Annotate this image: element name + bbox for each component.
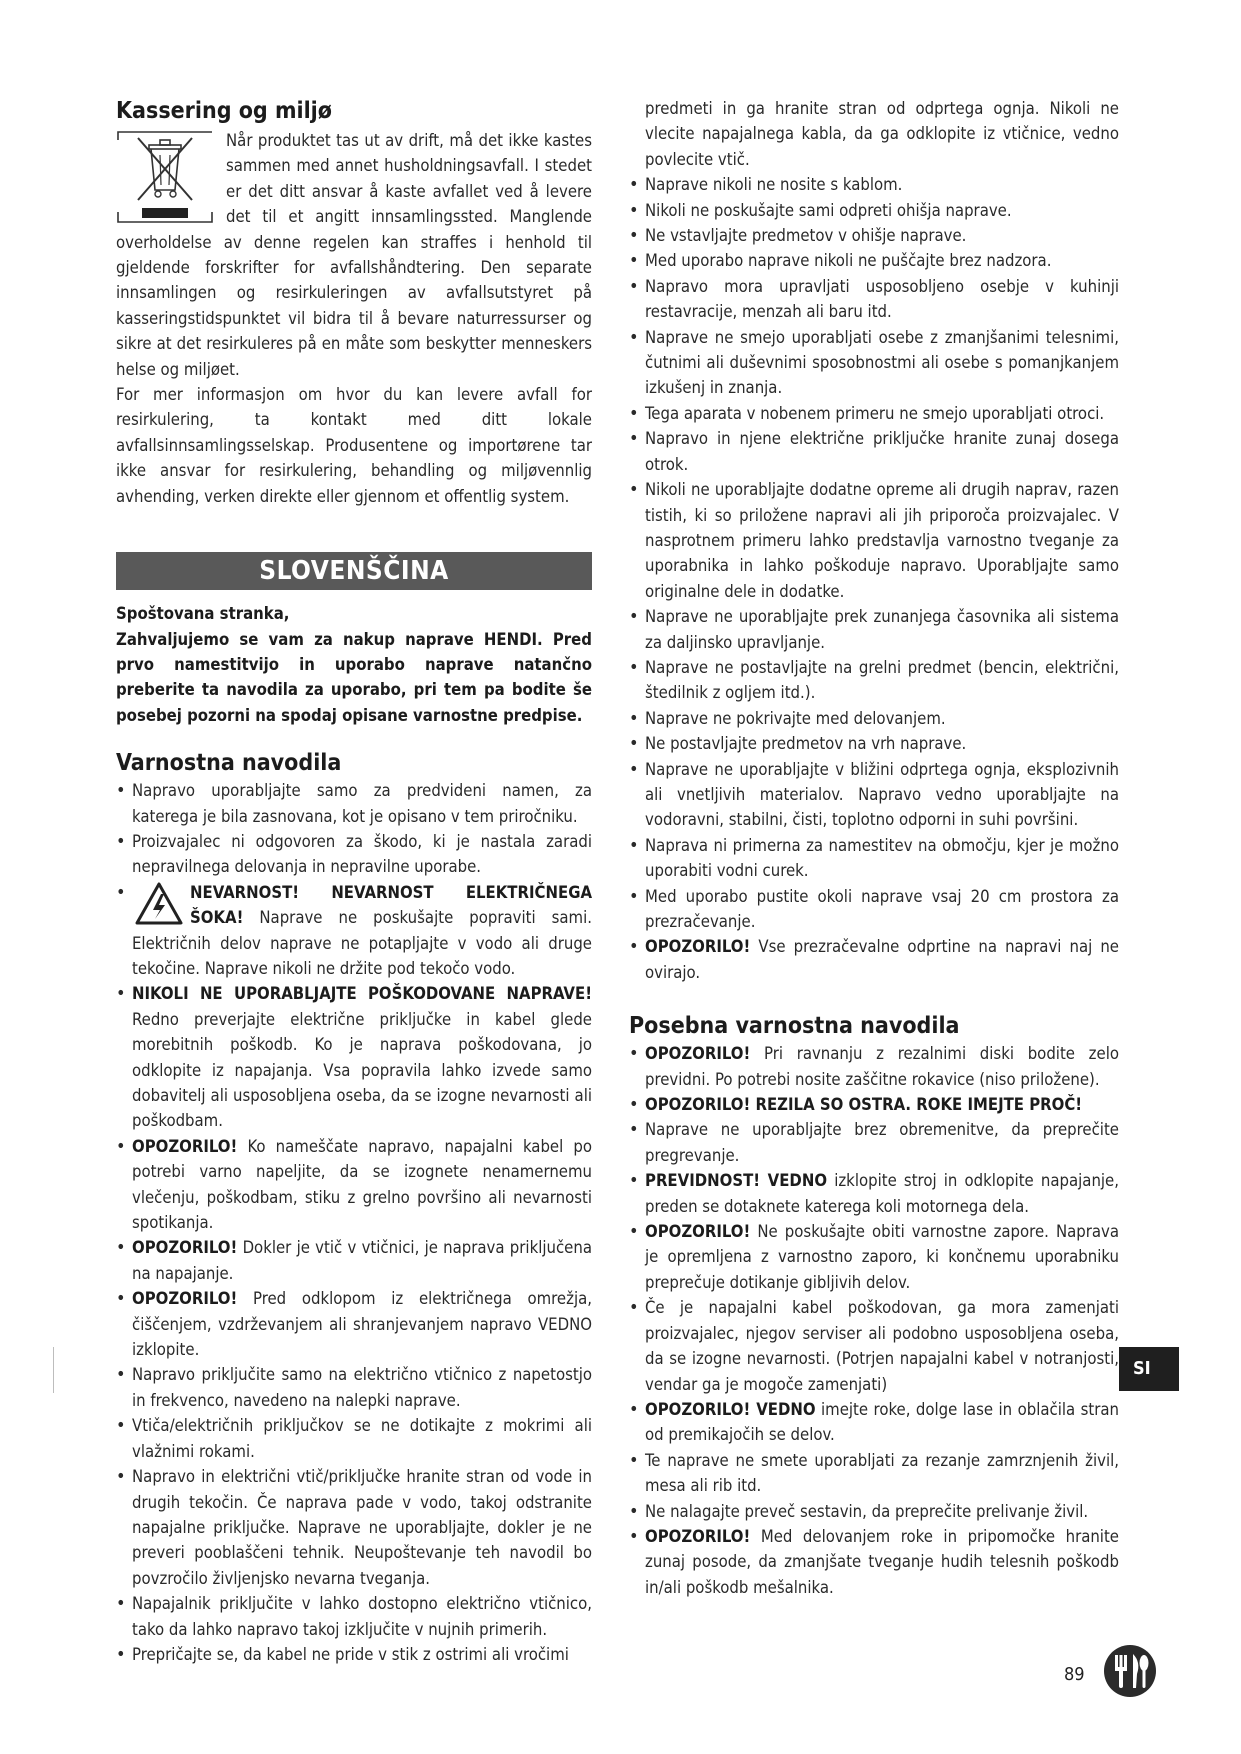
warning-text: Ko nameščate napravo, napajalni kabel po potrebi varno napeljite, da se izognete nenamernemu vlečenju, poškodbam, stiku z grelno površino ali nevarnosti spotikanja. [132,1136,592,1233]
cutlery-logo-icon [1103,1644,1157,1698]
disposal-section [116,128,592,509]
greeting: Spoštovana stranka, [116,604,290,624]
list-item: • Naprave ne pokrivajte med delovanjem. [629,706,1119,731]
special-safety-list [629,1041,1119,1600]
safety-heading: Varnostna navodila [116,750,342,777]
list-item [116,1286,592,1362]
warning-label: OPOZORILO! [645,1526,751,1546]
warning-label: OPOZORILO! [645,1222,751,1242]
list-item: • Nikoli ne uporabljajte dodatne opreme ali drugih naprav, razen tistih, ki so priložene napravi ali jih priporoča proizvajalec. V nasprotnem primeru lahko predstavlja varnostno tveganje za uporabnika in lahko poškoduje napravo. Uporabljajte samo originalne dele in dodatke. [629,477,1119,604]
safety-list [116,778,592,1667]
danger-label: NEVARNOST! NEVARNOST ELEKTRIČNEGA ŠOKA! [190,882,592,928]
list-item: • Ne nalagajte preveč sestavin, da preprečite prelivanje živil. [629,1499,1119,1524]
warning-label: OPOZORILO! REZILA SO OSTRA. ROKE IMEJTE PROČ! [645,1095,1083,1115]
list-item: • Nikoli ne poskušajte sami odpreti ohišja naprave. [629,198,1119,223]
fold-mark [53,1347,54,1393]
list-item [629,1041,1119,1092]
list-item: • Naprave ne uporabljajte brez obremenitve, da preprečite pregrevanje. [629,1117,1119,1168]
list-item: • Proizvajalec ni odgovoren za škodo, ki je nastala zaradi nepravilnega delovanja in nepravilne uporabe. [116,829,592,880]
list-item: • Naprave nikoli ne nosite s kablom. [629,172,1119,197]
list-item: • Naprave ne uporabljajte v bližini odprtega ognja, eksplozivnih ali vnetljivih materialov. Napravo vedno uporabljajte na vodoravni, stabilni, čisti, toplotno odporni in suhi površini. [629,757,1119,833]
list-item [116,880,592,982]
language-banner: SLOVENŠČINA [116,552,592,590]
warning-label: OPOZORILO! [645,1044,751,1064]
list-item [116,1235,592,1286]
list-item [629,1397,1119,1448]
list-item [116,1134,592,1236]
right-column [629,96,1119,1600]
warning-text: Ne poskušajte obiti varnostne zapore. Naprava je opremljena z varnostno zaporo, ki končnemu uporabniku preprečuje dotikanje gibljivih delov. [645,1222,1119,1292]
disposal-paragraph-2: For mer informasjon om hvor du kan levere avfall for resirkulering, ta kontakt med ditt lokale avfallsinnsamlingsselskap. Produsentene og importørene tar ikke ansvar for resirkulering, behandling og miljøvennlig avhending, verken direkte eller gjennom et offentlig system. [116,385,592,506]
list-item [629,1219,1119,1295]
list-item: • Naprave ne uporabljajte prek zunanjega časovnika ali sistema za daljinsko upravljanje. [629,604,1119,655]
language-side-tab: SI [1119,1347,1179,1391]
warning-text: Pred odklopom iz električnega omrežja, čiščenjem, vzdrževanjem ali shranjevanjem napravo VEDNO izklopite. [132,1289,592,1360]
danger-text: Naprave ne poskušajte popraviti sami. Električnih delov naprave ne potapljajte v vodo ali druge tekočine. Naprave nikoli ne držite pod tekočo vodo. [132,908,592,978]
warning-text: Med delovanjem roke in pripomočke hranite zunaj posode, da zmanjšate tveganje hudih telesnih poškodb in/ali poškodb mešalnika. [645,1526,1119,1597]
list-item [629,934,1119,985]
warning-text: Dokler je vtič v vtičnici, je naprava priključena na napajanje. [132,1238,592,1283]
warning-text: Vse prezračevalne odprtine na napravi naj ne ovirajo. [645,937,1119,982]
list-item: • Naprave ne smejo uporabljati osebe z zmanjšanimi telesnimi, čutnimi ali duševnimi sposobnostmi ali osebe s pomanjkanjem izkušenj in znanja. [629,325,1119,401]
left-column [116,96,592,1667]
list-item [629,1524,1119,1600]
list-item [629,1168,1119,1219]
list-item: • Naprava ni primerna za namestitev na območju, kjer je možno uporabiti vodni curek. [629,833,1119,884]
warning-label: OPOZORILO! [132,1289,238,1309]
warning-label: OPOZORILO! [132,1136,238,1156]
list-item: • Vtiča/električnih priključkov se ne dotikajte z mokrimi ali vlažnimi rokami. [116,1413,592,1464]
list-item [116,981,592,1133]
continuation-text: predmeti in ga hranite stran od odprtega ognja. Nikoli ne vlecite napajalnega kabla, da ga odklopite iz vtičnice, vedno povlecite vtič. [645,99,1119,169]
special-safety-heading: Posebna varnostna navodila [629,1013,960,1040]
list-item: • Napravo priključite samo na električno vtičnico z napetostjo in frekvenco, navedeno na nalepki naprave. [116,1362,592,1413]
list-item: • Napravo uporabljajte samo za predvideni namen, za katerega je bila zasnovana, kot je opisano v tem priročniku. [116,778,592,829]
disposal-paragraph-1: Når produktet tas ut av drift, må det ikke kastes sammen med annet husholdningsavfall. I stedet er det ditt ansvar å kaste avfallet ved å levere det til et angitt innsamlingssted. Manglende overholdelse av denne regelen kan straffes i henhold til gjeldende forskrifter for avfallshåndtering. Den separate innsamlingen og resirkuleringen av avfallsutstyret på kasseringstidspunktet vil bidra til å bevare naturressurser og sikre at det resirkuleres på en måte som beskytter menneskers helse og miljøet. [116,131,592,379]
caution-text: izklopite stroj in odklopite napajanje, preden se dotaknete katerega koli motornega dela. [645,1171,1119,1216]
list-item: • Tega aparata v nobenem primeru ne smejo uporabljati otroci. [629,401,1119,426]
list-item: • Napravo in njene električne priključke hranite zunaj dosega otrok. [629,426,1119,477]
warning-text: imejte roke, dolge lase in oblačila stran od premikajočih se delov. [645,1399,1119,1445]
list-item: • Naprave ne postavljajte na grelni predmet (bencin, električni, štedilnik z ogljem itd.). [629,655,1119,706]
list-item: • Napravo mora upravljati usposobljeno osebje v kuhinji restavracije, menzah ali baru itd. [629,274,1119,325]
list-item: • Prepričajte se, da kabel ne pride v stik z ostrimi ali vročimi [116,1642,592,1667]
intro-paragraph: Zahvaljujemo se vam za nakup naprave HENDI. Pred prvo namestitvijo in uporabo naprave natančno preberite ta navodila za uporabo, pri tem pa bodite še posebej pozorni na spodaj opisane varnostne predpise. [116,629,592,725]
list-item: • Te naprave ne smete uporabljati za rezanje zamrznjenih živil, mesa ali rib itd. [629,1448,1119,1499]
warning-label: NIKOLI NE UPORABLJAJTE POŠKODOVANE NAPRAVE! [132,984,592,1004]
list-item: • Napajalnik priključite v lahko dostopno električno vtičnico, tako da lahko napravo takoj izključite v nujnih primerih. [116,1591,592,1642]
weee-bin-icon [116,128,214,226]
warning-text: Pri ravnanju z rezalnimi diski bodite zelo previdni. Po potrebi nosite zaščitne rokavice (niso priložene). [645,1044,1119,1089]
list-item [629,1092,1119,1117]
warning-text: Redno preverjajte električne priključke in kabel glede morebitnih poškodb. Ko je naprava poškodovana, jo odklopite iz napajanja. Vsa popravila lahko izvede samo dobavitelj ali usposobljena oseba, da se izogne nevarnosti ali poškodbam. [132,1009,592,1131]
warning-label: OPOZORILO! [132,1238,238,1258]
disposal-heading: Kassering og miljø [116,98,332,124]
list-item: • Napravo in električni vtič/priključke hranite stran od vode in drugih tekočin. Če naprava pade v vodo, takoj odstranite napajalne priključke. Naprave ne uporabljajte, dokler je ne preveri pooblaščeni tehnik. Neupoštevanje teh navodil bo povzročilo življenjsko nevarna tveganja. [116,1464,592,1591]
electric-shock-warning-icon [134,881,184,927]
list-item: • Med uporabo pustite okoli naprave vsaj 20 cm prostora za prezračevanje. [629,884,1119,935]
list-item: • Med uporabo naprave nikoli ne puščajte brez nadzora. [629,248,1119,273]
page-number: 89 [1064,1664,1085,1685]
warning-label: OPOZORILO! [645,937,751,957]
list-item: • Ne vstavljajte predmetov v ohišje naprave. [629,223,1119,248]
caution-label: PREVIDNOST! VEDNO [645,1171,828,1191]
list-item: • Če je napajalni kabel poškodovan, ga mora zamenjati proizvajalec, njegov serviser ali podobno usposobljena oseba, da se izogne nevarnosti. (Potrjen napajalni kabel v notranjosti, vendar ga je mogoče zamenjati) [629,1295,1119,1397]
safety-list-continued [629,172,1119,985]
warning-label: OPOZORILO! VEDNO [645,1399,816,1419]
list-item: • Ne postavljajte predmetov na vrh naprave. [629,731,1119,756]
